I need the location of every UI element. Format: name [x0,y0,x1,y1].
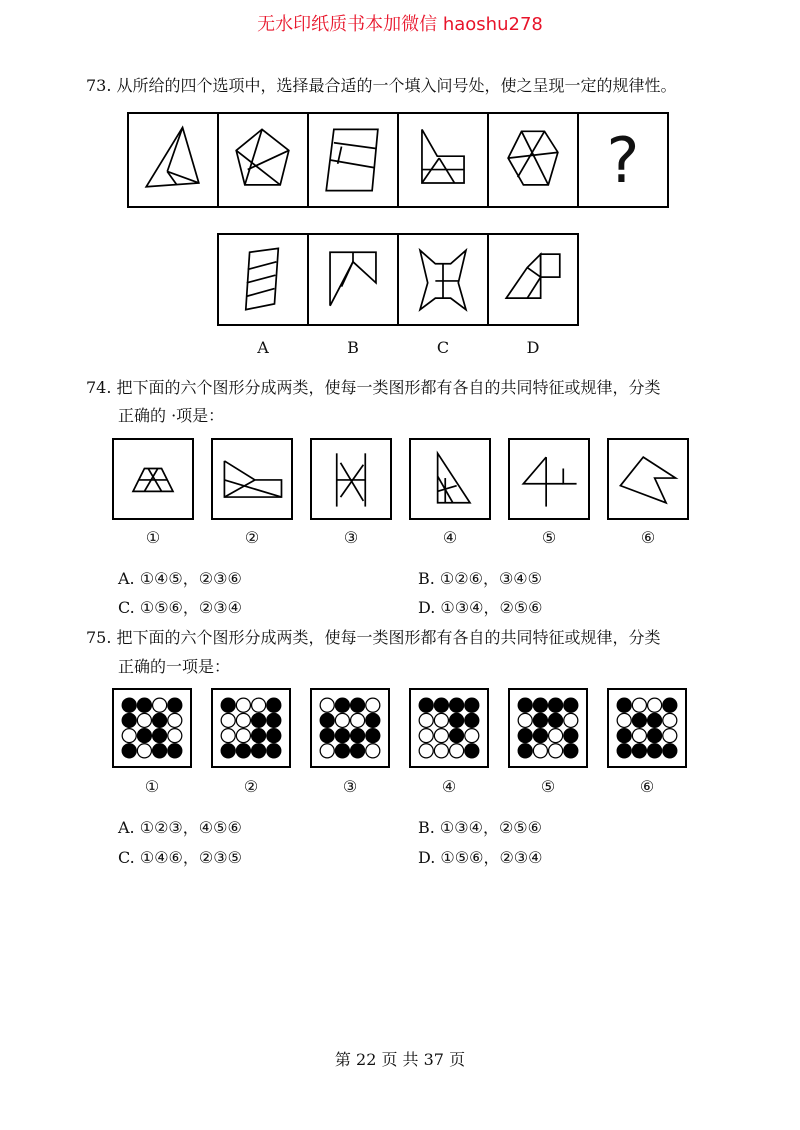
q73-option-label-a: A [257,338,269,357]
black-dot [335,744,349,758]
q73-option-c-figure[interactable] [397,233,489,326]
white-dot [564,713,578,727]
black-dot [617,744,631,758]
q74-line-1: 74. 把下面的六个图形分成两类，使每一类图形都有各自的共同特征或规律，分类 [86,378,661,397]
q74-figure-6 [607,438,689,520]
black-dot [153,729,167,743]
q74-figure-1 [112,438,194,520]
black-dot [351,744,365,758]
q73-text: 73. 从所给的四个选项中，选择最合适的一个填入问号处，使之呈现一定的规律性。 [86,76,677,95]
q74-figure-3 [310,438,392,520]
black-dot [267,698,281,712]
white-dot [168,713,182,727]
white-dot [236,698,250,712]
white-dot [236,729,250,743]
black-dot [549,698,563,712]
black-dot [351,698,365,712]
q74-choice-d[interactable]: D. ①③④，②⑤⑥ [418,598,543,617]
watermark-text: 无水印纸质书本加微信 haoshu278 [257,14,543,35]
black-dot [648,713,662,727]
q75-figure-6 [607,688,687,768]
black-dot [450,698,464,712]
q73-question-box [577,112,669,208]
black-dot [465,698,479,712]
black-dot [153,713,167,727]
q73-figure-4 [397,112,489,208]
q75-figure-label-4: ④ [441,777,457,796]
q73-option-label-c: C [436,338,450,357]
q73-option-d-figure[interactable] [487,233,579,326]
white-dot [434,744,448,758]
black-dot [450,729,464,743]
white-dot [137,713,151,727]
black-dot [168,744,182,758]
white-dot [465,729,479,743]
black-dot [335,698,349,712]
q75-figure-label-1: ① [144,777,160,796]
white-dot [632,729,646,743]
white-dot [663,713,677,727]
black-dot [617,698,631,712]
black-dot [221,744,235,758]
white-dot [419,744,433,758]
white-dot [351,713,365,727]
q75-line-1: 75. 把下面的六个图形分成两类，使每一类图形都有各自的共同特征或规律，分类 [86,628,661,647]
white-dot [153,698,167,712]
white-dot [663,729,677,743]
white-dot [434,713,448,727]
white-dot [122,729,136,743]
black-dot [122,698,136,712]
white-dot [252,698,266,712]
black-dot [252,744,266,758]
black-dot [137,698,151,712]
white-dot [320,698,334,712]
q75-line-2: 正确的一项是： [118,657,231,676]
q74-choice-a[interactable]: A. ①④⑤，②③⑥ [118,569,242,588]
white-dot [450,744,464,758]
black-dot [450,713,464,727]
q75-figure-1 [112,688,192,768]
black-dot [533,729,547,743]
q74-figure-label-6: ⑥ [640,528,656,547]
white-dot [549,744,563,758]
white-dot [236,713,250,727]
black-dot [252,713,266,727]
q74-choice-c[interactable]: C. ①⑤⑥，②③④ [118,598,242,617]
white-dot [549,729,563,743]
white-dot [168,729,182,743]
black-dot [366,713,380,727]
q73-option-label-b: B [347,338,359,357]
black-dot [419,698,433,712]
q75-choice-d[interactable]: D. ①⑤⑥，②③④ [418,848,543,867]
black-dot [549,713,563,727]
black-dot [663,744,677,758]
black-dot [168,698,182,712]
black-dot [221,698,235,712]
black-dot [632,713,646,727]
white-dot [366,698,380,712]
black-dot [252,729,266,743]
black-dot [648,744,662,758]
black-dot [137,729,151,743]
q75-figure-label-3: ③ [342,777,358,796]
q73-figure-1 [127,112,219,208]
black-dot [533,713,547,727]
black-dot [122,744,136,758]
q75-figure-3 [310,688,390,768]
black-dot [122,713,136,727]
white-dot [533,744,547,758]
white-dot [434,729,448,743]
white-dot [221,729,235,743]
white-dot [419,729,433,743]
black-dot [335,729,349,743]
q75-figure-4 [409,688,489,768]
q74-figure-label-4: ④ [442,528,458,547]
q74-figure-label-1: ① [145,528,161,547]
q75-choice-a[interactable]: A. ①②③，④⑤⑥ [118,818,242,837]
black-dot [518,744,532,758]
q74-figure-5 [508,438,590,520]
black-dot [564,744,578,758]
black-dot [663,698,677,712]
black-dot [267,744,281,758]
q74-figure-label-2: ② [244,528,260,547]
q75-figure-5 [508,688,588,768]
q73-option-label-d: D [526,338,540,357]
white-dot [221,713,235,727]
page-footer: 第 22 页 共 37 页 [334,1050,466,1069]
black-dot [434,698,448,712]
question-mark: ? [606,123,640,197]
q73-option-a-figure[interactable] [217,233,309,326]
q75-choice-c[interactable]: C. ①④⑥，②③⑤ [118,848,242,867]
white-dot [335,713,349,727]
black-dot [366,729,380,743]
q74-figure-label-5: ⑤ [541,528,557,547]
black-dot [320,713,334,727]
black-dot [465,713,479,727]
white-dot [419,713,433,727]
black-dot [236,744,250,758]
q73-figure-3 [307,112,399,208]
white-dot [648,698,662,712]
black-dot [267,729,281,743]
q74-figure-2 [211,438,293,520]
black-dot [518,729,532,743]
q74-figure-label-3: ③ [343,528,359,547]
q74-line-2: 正确的 ·项是： [118,406,225,425]
q73-figure-5 [487,112,579,208]
white-dot [632,698,646,712]
black-dot [351,729,365,743]
black-dot [564,698,578,712]
black-dot [617,729,631,743]
white-dot [617,713,631,727]
black-dot [153,744,167,758]
black-dot [518,698,532,712]
black-dot [632,744,646,758]
black-dot [320,729,334,743]
q73-figure-2 [217,112,309,208]
q74-choice-b[interactable]: B. ①②⑥，③④⑤ [418,569,542,588]
white-dot [137,744,151,758]
q74-figure-4 [409,438,491,520]
white-dot [518,713,532,727]
q73-option-b-figure[interactable] [307,233,399,326]
white-dot [366,744,380,758]
q75-figure-label-2: ② [243,777,259,796]
white-dot [320,744,334,758]
black-dot [533,698,547,712]
q75-figure-2 [211,688,291,768]
black-dot [648,729,662,743]
q75-choice-b[interactable]: B. ①③④，②⑤⑥ [418,818,542,837]
q75-figure-label-5: ⑤ [540,777,556,796]
q75-figure-label-6: ⑥ [639,777,655,796]
black-dot [564,729,578,743]
black-dot [465,744,479,758]
black-dot [267,713,281,727]
